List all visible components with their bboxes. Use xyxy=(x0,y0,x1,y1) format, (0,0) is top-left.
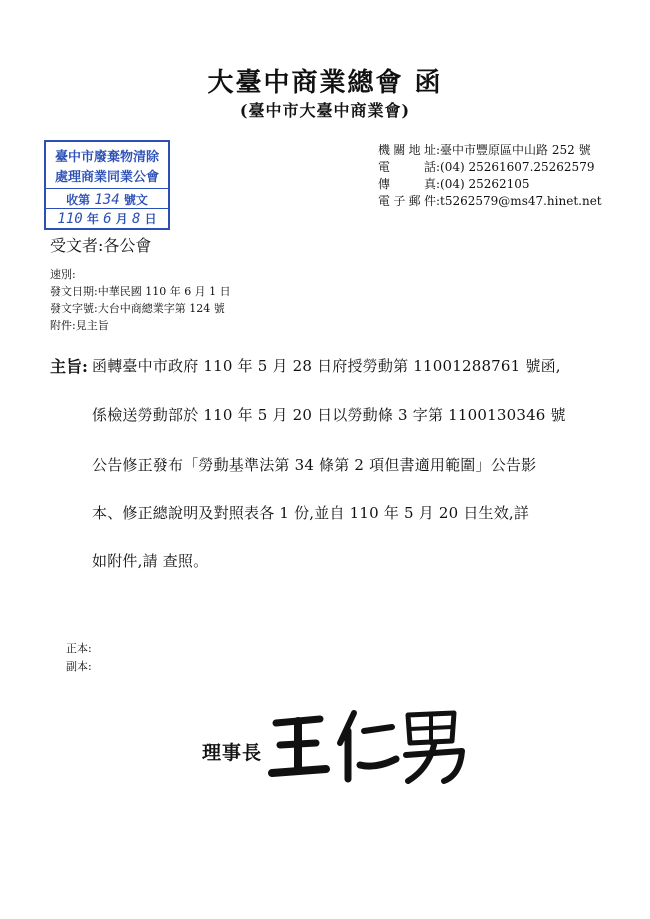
subject-line: 係檢送勞動部於 110 年 5 月 20 日以勞動條 3 字第 1100130346 號 xyxy=(92,406,566,424)
stamp-date-day-label: 日 xyxy=(144,212,157,226)
contact-value: :臺中市豐原區中山路 252 號 xyxy=(436,143,591,157)
stamp-receipt-no: 134 xyxy=(94,192,120,208)
stamp-date-month-label: 月 xyxy=(115,212,128,226)
stamp-receipt-date xyxy=(46,210,168,227)
stamp-receipt-suffix: 號文 xyxy=(123,193,148,207)
meta-speed: 速別: xyxy=(50,268,76,281)
contact-value: :(04) 25262105 xyxy=(436,177,530,191)
stamp-divider xyxy=(46,208,168,209)
contact-label: 電子郵件 xyxy=(378,194,436,208)
original-recipients: 正本: xyxy=(66,642,92,655)
contact-label: 電話 xyxy=(378,160,436,174)
letter-title: 大臺中商業總會 函 xyxy=(207,68,443,98)
letter-subtitle: (臺中市大臺中商業會) xyxy=(239,101,411,120)
stamp-org-line1: 臺中市廢棄物清除 xyxy=(54,150,159,165)
subject-line: 函轉臺中市政府 110 年 5 月 28 日府授勞動第 11001288761 號函, xyxy=(92,357,561,375)
chairman-title: 理事長 xyxy=(202,742,263,764)
stamp-receipt-number xyxy=(46,191,168,208)
stamp-date-year: 110 xyxy=(57,211,83,227)
subject-line: 公告修正發布「勞動基準法第 34 條第 2 項但書適用範圍」公告影 xyxy=(92,456,537,474)
meta-attachment: 附件:見主旨 xyxy=(50,319,109,332)
stamp-date-month: 6 xyxy=(103,211,112,227)
contact-fax xyxy=(378,175,530,192)
meta-document-number: 發文字號:大台中商總業字第 124 號 xyxy=(50,302,225,315)
stamp-receipt-prefix: 收第 xyxy=(66,193,91,207)
subject-line: 本、修正總說明及對照表各 1 份,並自 110 年 5 月 20 日生效,詳 xyxy=(92,504,530,522)
stamp-date-day: 8 xyxy=(131,211,141,227)
stamp-divider xyxy=(46,188,168,189)
contact-email xyxy=(378,192,602,209)
recipient: 受文者:各公會 xyxy=(50,236,152,255)
chairman-signature xyxy=(268,705,468,785)
receipt-stamp xyxy=(44,140,170,230)
stamp-date-year-label: 年 xyxy=(86,212,99,226)
stamp-org-line2: 處理商業同業公會 xyxy=(54,170,159,185)
subject-label: 主旨: xyxy=(50,357,88,376)
contact-address xyxy=(378,141,591,158)
contact-value: :(04) 25261607.25262579 xyxy=(436,160,595,174)
subject-line: 如附件,請 查照。 xyxy=(92,552,209,570)
contact-phone xyxy=(378,158,594,175)
contact-label: 傳真 xyxy=(378,177,436,191)
meta-issue-date: 發文日期:中華民國 110 年 6 月 1 日 xyxy=(50,285,231,298)
copy-recipients: 副本: xyxy=(66,660,92,673)
contact-label: 機關地址 xyxy=(378,143,436,157)
contact-value: :t5262579@ms47.hinet.net xyxy=(436,194,602,208)
